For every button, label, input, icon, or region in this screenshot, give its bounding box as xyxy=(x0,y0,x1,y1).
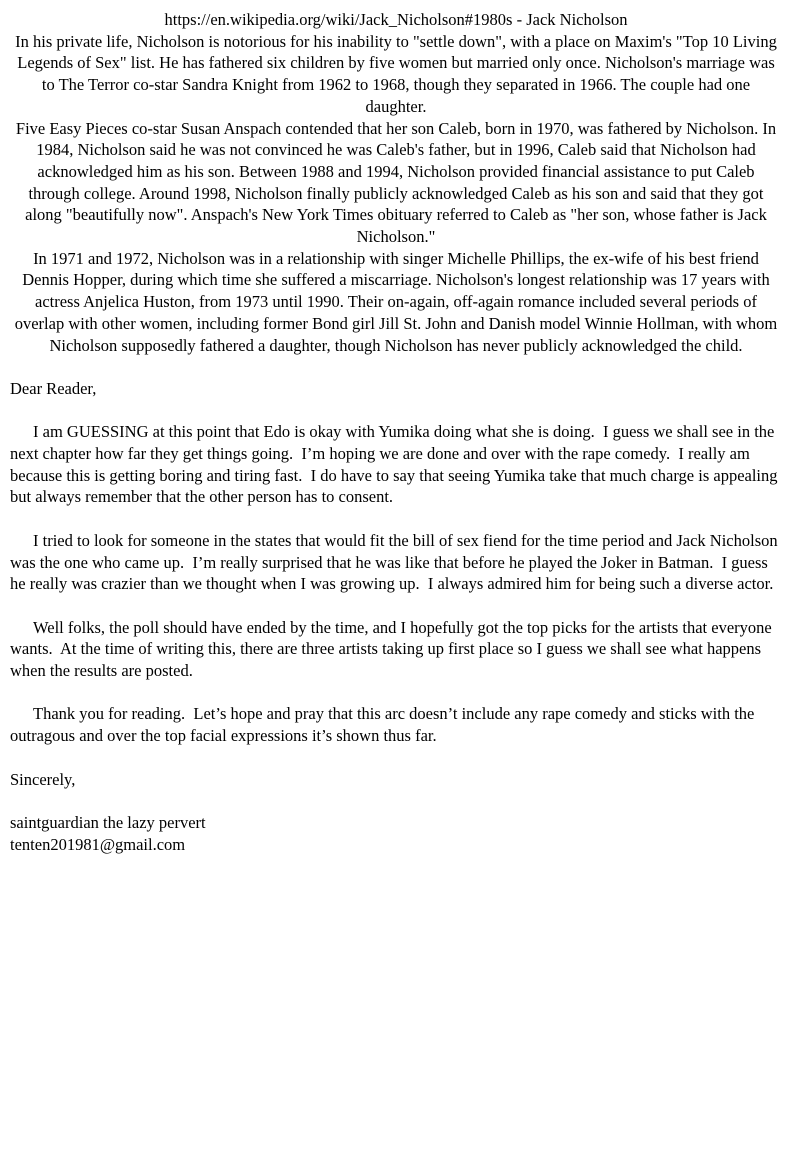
letter-paragraph-nicholson: I tried to look for someone in the states that would fit the bill of sex fiend for the time period and Jack Nicholson was the one who came up. I’m really surprised that he was like that before he played the Joker in Batman. I guess he really was crazier than we thought when I was growing up. I always admired him for being such a diverse actor. xyxy=(10,530,782,594)
letter-closing: Sincerely, xyxy=(10,769,76,789)
letter-salutation: Dear Reader, xyxy=(10,378,97,398)
letter-paragraph-guessing: I am GUESSING at this point that Edo is okay with Yumika doing what she is doing. I guess we shall see in the next chapter how far they get things going. I’m hoping we are done and over with the rape comedy. I really am because this is getting boring and tiring fast. I do have to say that seeing Yumika take that much charge is appealing but always remember that the other person has to consent. xyxy=(10,422,782,507)
source-url-line: https://en.wikipedia.org/wiki/Jack_Nicholson#1980s - Jack Nicholson xyxy=(164,10,628,29)
reader-letter-section xyxy=(10,378,782,855)
wiki-paragraph-private-life: In his private life, Nicholson is notorious for his inability to "settle down", with a place on Maxim's "Top 10 Living Legends of Sex" list. He has fathered six children by five women but married only once. Nicholson's marriage was to The Terror co-star Sandra Knight from 1962 to 1968, though they separated in 1966. The couple had one daughter. xyxy=(15,31,777,116)
wikipedia-excerpt-section xyxy=(10,9,782,356)
letter-paragraph-poll: Well folks, the poll should have ended by the time, and I hopefully got the top picks for the artists that everyone wants. At the time of writing this, there are three artists taking up first place so I guess we shall see what happens when the results are posted. xyxy=(10,617,776,681)
letter-paragraph-thanks: Thank you for reading. Let’s hope and pray that this arc doesn’t include any rape comedy and sticks with the outragous and over the top facial expressions it’s shown thus far. xyxy=(10,704,759,746)
wiki-paragraph-relationships: In 1971 and 1972, Nicholson was in a relationship with singer Michelle Phillips, the ex-wife of his best friend Dennis Hopper, during which time she suffered a miscarriage. Nicholson's longest relationship was 17 years with actress Anjelica Huston, from 1973 until 1990. Their on-again, off-again romance included several periods of overlap with other women, including former Bond girl Jill St. John and Danish model Winnie Hollman, with whom Nicholson supposedly fathered a daughter, though Nicholson has never publicly acknowledged the child. xyxy=(14,248,778,355)
signature-name: saintguardian the lazy pervert xyxy=(10,812,206,832)
signature-email: tenten201981@gmail.com xyxy=(10,834,186,854)
wiki-paragraph-caleb: Five Easy Pieces co-star Susan Anspach contended that her son Caleb, born in 1970, was fathered by Nicholson. In 1984, Nicholson said he was not convinced he was Caleb's father, but in 1996, Caleb said that Nicholson had acknowledged him as his son. Between 1988 and 1994, Nicholson provided financial assistance to put Caleb through college. Around 1998, Nicholson finally publicly acknowledged Caleb as his son and said that they got along "beautifully now". Anspach's New York Times obituary referred to Caleb as "her son, whose father is Jack Nicholson." xyxy=(15,118,777,247)
